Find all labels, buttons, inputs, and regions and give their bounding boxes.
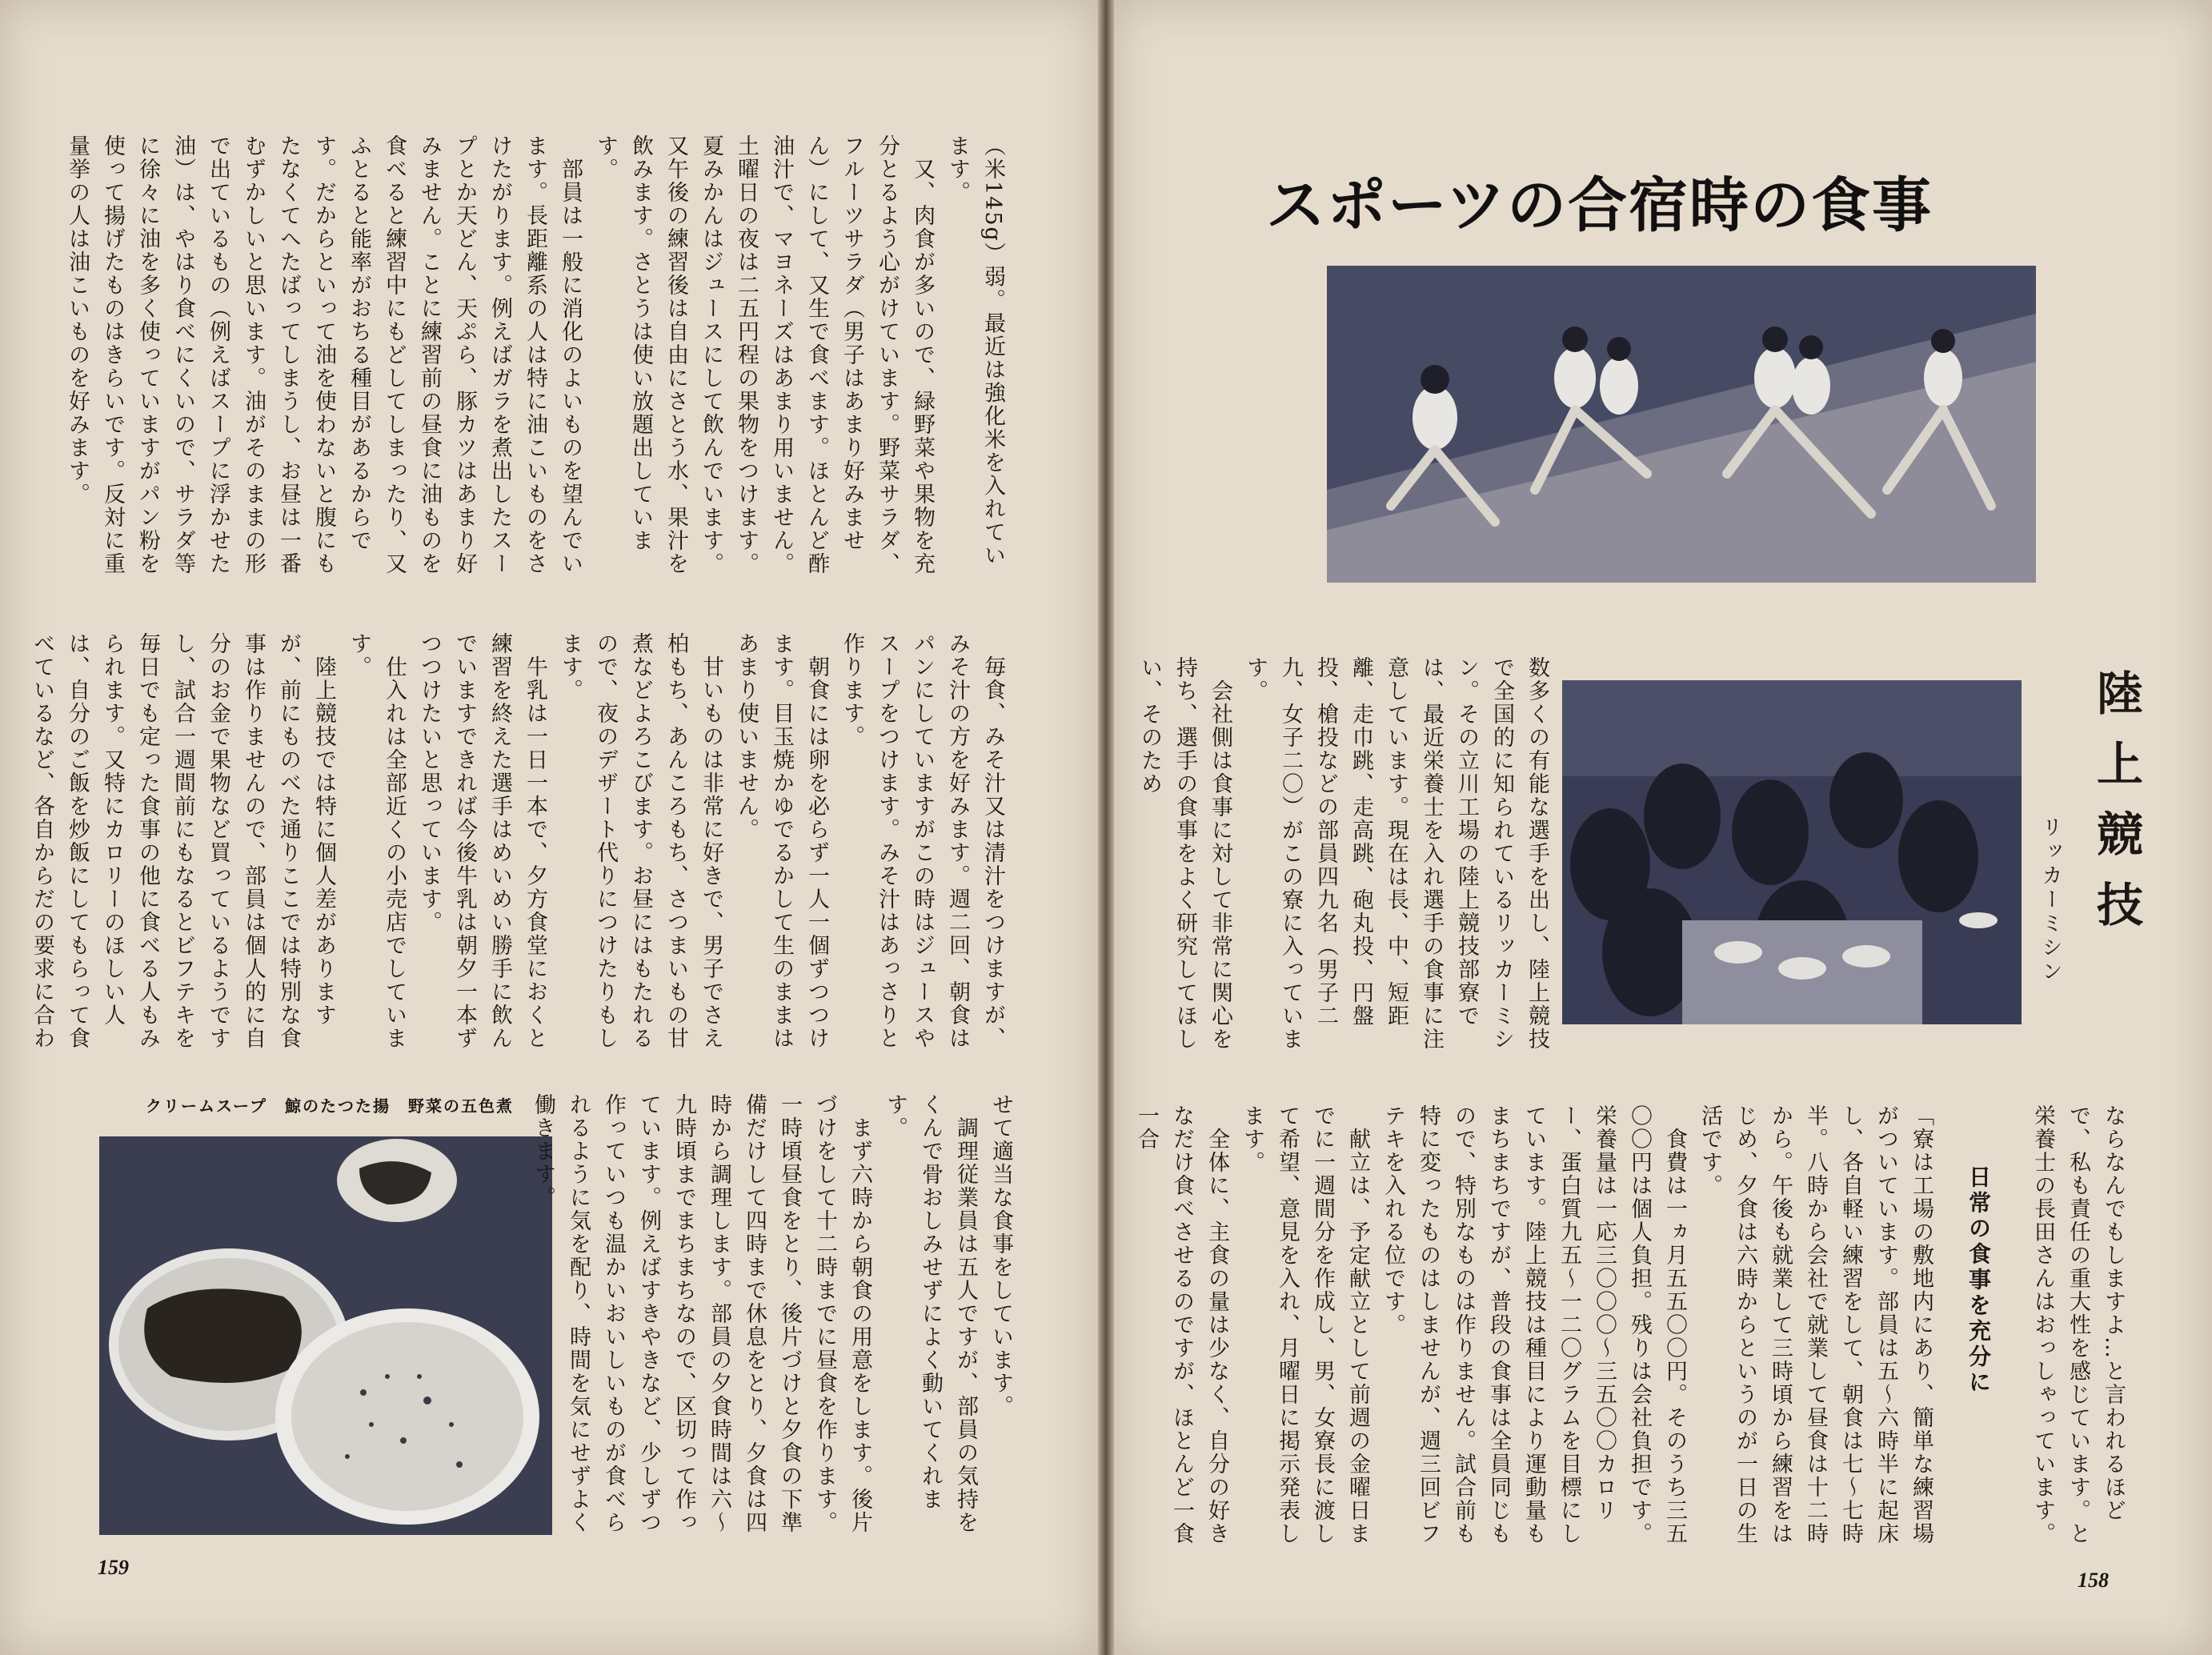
right-intro-text: 数多くの有能な選手を出し、陸上競技で全国的に知られているリッカーミシン。その立川工場の陸上競技部寮では、最近栄養士を入れ選手の食事に注意しています。現在は長、中、短距離、走巾跳、走高跳、砲丸投、円盤投、槍投などの部員四九名（男子二九、女子二〇）がこの寮に入っています。 会社側は食事に対して非常に関心を持ち、選手の食事をよく研究してほしい、そのため [1137,656,1549,1051]
page-number-left: 159 [98,1556,129,1579]
subheading: 日常の食事を充分に [1966,1165,1992,1396]
right-lower-b: 「寮は工場の敷地内にあり、簡単な練習場がついています。部員は五〜六時半に起床し、各自軽い練習をして、朝食は七〜七時半。八時から会社で就業して昼食は十二時から。午後も就業して三時頃から練習をはじめ、夕食は六時からというのが一日の生活です。 食費は一ヵ月五五〇〇円。そのうち三五〇〇円は個人負担。残りは会社負担です。栄養量は一応三〇〇〇〜三五〇〇カロリー、蛋白質九五〜一二〇グラムを目標にしています。陸上競技は種目により運動量もまちまちですが、普段の食事は全員同じもので、特別なものは作りません。試合前も特に変ったものはしませんが、週三回ビフテキを入れる位です。 献立は、予定献立として前週の金曜日までに一週間分を作成し、男、女寮長に渡して希望、意見を入れ、月曜日に掲示発表します。 全体に、主食の量は少なく、自分の好きなだけ食べさせるのですが、ほとんど一食一合 [1134,1104,1933,1545]
runners-photo [1327,266,2036,583]
section-title: 陸上競技 [2089,669,2143,951]
photo-caption: クリームスープ 鯨のたつた揚 野菜の五色煮 [146,1096,514,1116]
left-middle-text: 毎食、みそ汁又は清汁をつけますが、みそ汁の方を好みます。週二回、朝食はパンにしていますがこの時はジュースやスープをつけます。みそ汁はあっさりと作ります。 朝食には卵を必らず一人一個ずつつけます。目玉焼かゆでるかして生のままはあまり使いません。 甘いものは非常に好きで、男子でさえ柏もち、あんころもち、さつまいもの甘煮などよろこびます。お昼にはもたれるので、夜のデザート代りにつけたりもします。 牛乳は一日一本で、夕方食堂におくと練習を終えた選手はめいめい勝手に飲んでいますできれば今後牛乳は朝夕一本ずつつけたいと思っています。 仕入れは全部近くの小売店でしています。 陸上競技では特に個人差がありますが、前にものべた通りここでは特別な食事は作りませんので、部員は個人的に自分のお金で果物など買っているようですし、試合一週間前にもなるとビフテキを毎日でも定った食事の他に食べる人もみられます。又特にカロリーのほしい人は、自分のご飯を炒飯にしてもらって食べているなど、各自からだの要求に合わ [30,632,1005,1050]
right-lower-a: ならなんでもしますよ…と言われるほどで、私も責任の重大性を感じています。と栄養士の長田さんはおっしゃっています。 [2030,1104,2126,1545]
left-page [0,0,1098,1655]
food-photo [99,1136,552,1535]
left-bottom-text: せて適当な食事をしています。 調理従業員は五人ですが、部員の気持をくんで骨おしみせずによく動いてくれます。 まず六時から朝食の用意をします。後片づけをして十二時までに昼食を作ります。一時頃昼食をとり、後片づけと夕食の下準備だけして四時まで休息をとり、夕食は四時から調理します。部員の夕食時間は六〜九時頃までまちまちなので、区切って作っています。例えばすきやきなど、少しずつ作っていつも温かいおいしいものが食べられるように気を配り、時間を気にせずよく働きます。 [531,1093,1013,1534]
article-title: スポーツの合宿時の食事 [1266,171,1933,240]
left-top-text: （米145g）弱。最近は強化米を入れています。 又、肉食が多いので、緑野菜や果物を充分とるよう心がけています。野菜サラダ、フルーツサラダ（男子はあまり好みません）にして、又生で食べます。ほとんど酢油汁で、マヨネーズはあまり用いません。土曜日の夜は二五円程の果物をつけます。夏みかんはジュースにして飲んでいます。又午後の練習後は自由にさとう水、果汁を飲みます。さとうは使い放題出しています。 部員は一般に消化のよいものを望んでいます。長距離系の人は特に油こいものをさけたがります。例えばガラを煮出したスープとか天どん、天ぷら、豚カツはあまり好みません。ことに練習前の昼食に油ものを食べると練習中にもどしてしまったり、又ふとると能率がおちる種目があるからです。だからといって油を使わないと腹にもたなくてへたばってしまうし、お昼は一番むずかしいと思います。油がそのままの形で出ているもの（例えばスープに浮かせた油）は、やはり食べにくいので、サラダ等に徐々に油を多く使っていますがパン粉を使って揚げたものはきらいです。反対に重量挙の人は油こいものを好みます。 [65,134,1005,575]
right-page [1114,0,2212,1655]
book-gutter [1098,0,1114,1655]
dining-photo [1562,680,2022,1024]
page-number-right: 158 [2078,1569,2109,1592]
section-company: リッカーミシン [2038,816,2062,984]
